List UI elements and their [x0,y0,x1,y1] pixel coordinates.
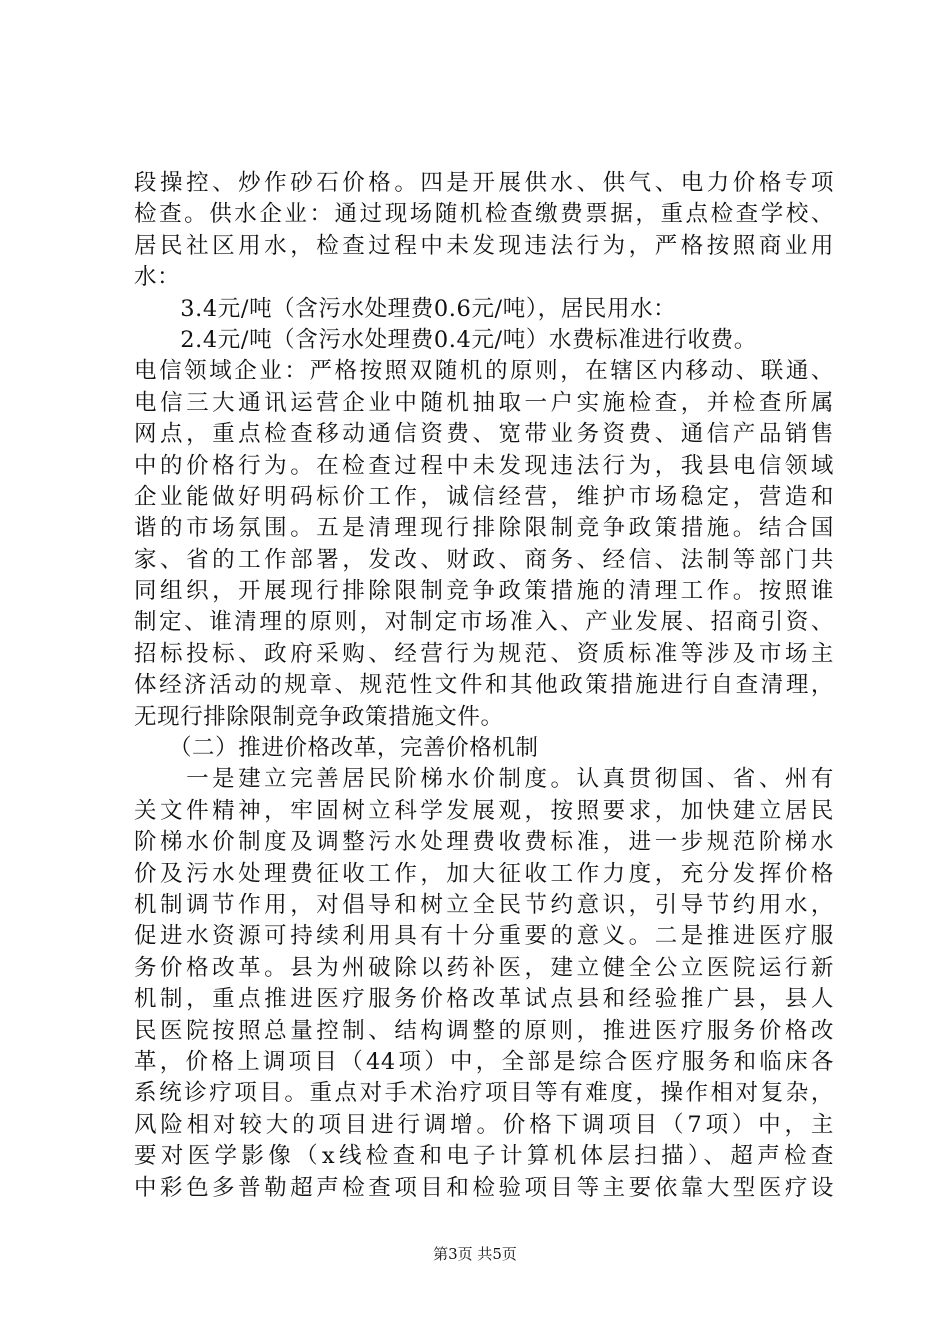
text-line: 阶梯水价制度及调整污水处理费收费标准，进一步规范阶梯水 [134,829,834,856]
text-line: 电信领域企业：严格按照双随机的原则，在辖区内移动、联通、 [134,358,834,385]
body-text [134,168,834,1204]
text-line: 价及污水处理费征收工作，加大征收工作力度，充分发挥价格 [134,860,834,887]
text-line: 谐的市场氛围。五是清理现行排除限制竞争政策措施。结合国 [134,515,834,542]
text-line: 一是建立完善居民阶梯水价制度。认真贯彻国、省、州有 [134,766,834,793]
text-line: 家、省的工作部署，发改、财政、商务、经信、法制等部门共 [134,546,834,573]
text-line: 无现行排除限制竞争政策措施文件。 [134,703,504,730]
text-line: 关文件精神，牢固树立科学发展观，按照要求，加快建立居民 [134,797,834,824]
text-line: 电信三大通讯运营企业中随机抽取一户实施检查，并检查所属 [134,389,834,416]
text-line: 中彩色多普勒超声检查项目和检验项目等主要依靠大型医疗设 [134,1174,834,1201]
text-line: 招标投标、政府采购、经营行为规范、资质标准等涉及市场主 [134,640,834,667]
text-line: 同组织，开展现行排除限制竞争政策措施的清理工作。按照谁 [134,578,834,605]
text-line: 企业能做好明码标价工作，诚信经营，维护市场稳定，营造和 [134,483,834,510]
text-line: 促进水资源可持续利用具有十分重要的意义。二是推进医疗服 [134,923,834,950]
text-line: 风险相对较大的项目进行调增。价格下调项目（7项）中，主 [134,1111,834,1138]
text-line: 务价格改革。县为州破除以药补医，建立健全公立医院运行新 [134,954,834,981]
text-line: 机制，重点推进医疗服务价格改革试点县和经验推广县，县人 [134,986,834,1013]
text-line: 机制调节作用，对倡导和树立全民节约意识，引导节约用水， [134,891,834,918]
text-line: 检查。供水企业：通过现场随机检查缴费票据，重点检查学校、 [134,201,834,228]
text-line: 2.4元/吨（含污水处理费0.4元/吨）水费标准进行收费。 [134,326,757,353]
section-heading: （二）推进价格改革，完善价格机制 [134,735,539,762]
page-number-footer: 第3页 共5页 [433,1245,517,1263]
text-line: 革，价格上调项目（44项）中，全部是综合医疗服务和临床各 [134,1048,834,1075]
text-line: 民医院按照总量控制、结构调整的原则，推进医疗服务价格改 [134,1017,834,1044]
text-line: 体经济活动的规章、规范性文件和其他政策措施进行自查清理， [134,672,834,699]
text-line: 段操控、炒作砂石价格。四是开展供水、供气、电力价格专项 [134,170,834,196]
text-line: 要对医学影像（x线检查和电子计算机体层扫描）、超声检查 [134,1143,834,1170]
text-line: 居民社区用水，检查过程中未发现违法行为，严格按照商业用 [134,232,834,259]
text-line: 系统诊疗项目。重点对手术治疗项目等有难度，操作相对复杂， [134,1080,834,1107]
text-line: 制定、谁清理的原则，对制定市场准入、产业发展、招商引资、 [134,609,834,636]
text-line: 中的价格行为。在检查过程中未发现违法行为，我县电信领域 [134,452,834,479]
text-line: 3.4元/吨（含污水处理费0.6元/吨），居民用水： [134,295,677,322]
text-line: 水： [134,264,181,291]
text-line: 网点，重点检查移动通信资费、宽带业务资费、通信产品销售 [134,421,834,448]
